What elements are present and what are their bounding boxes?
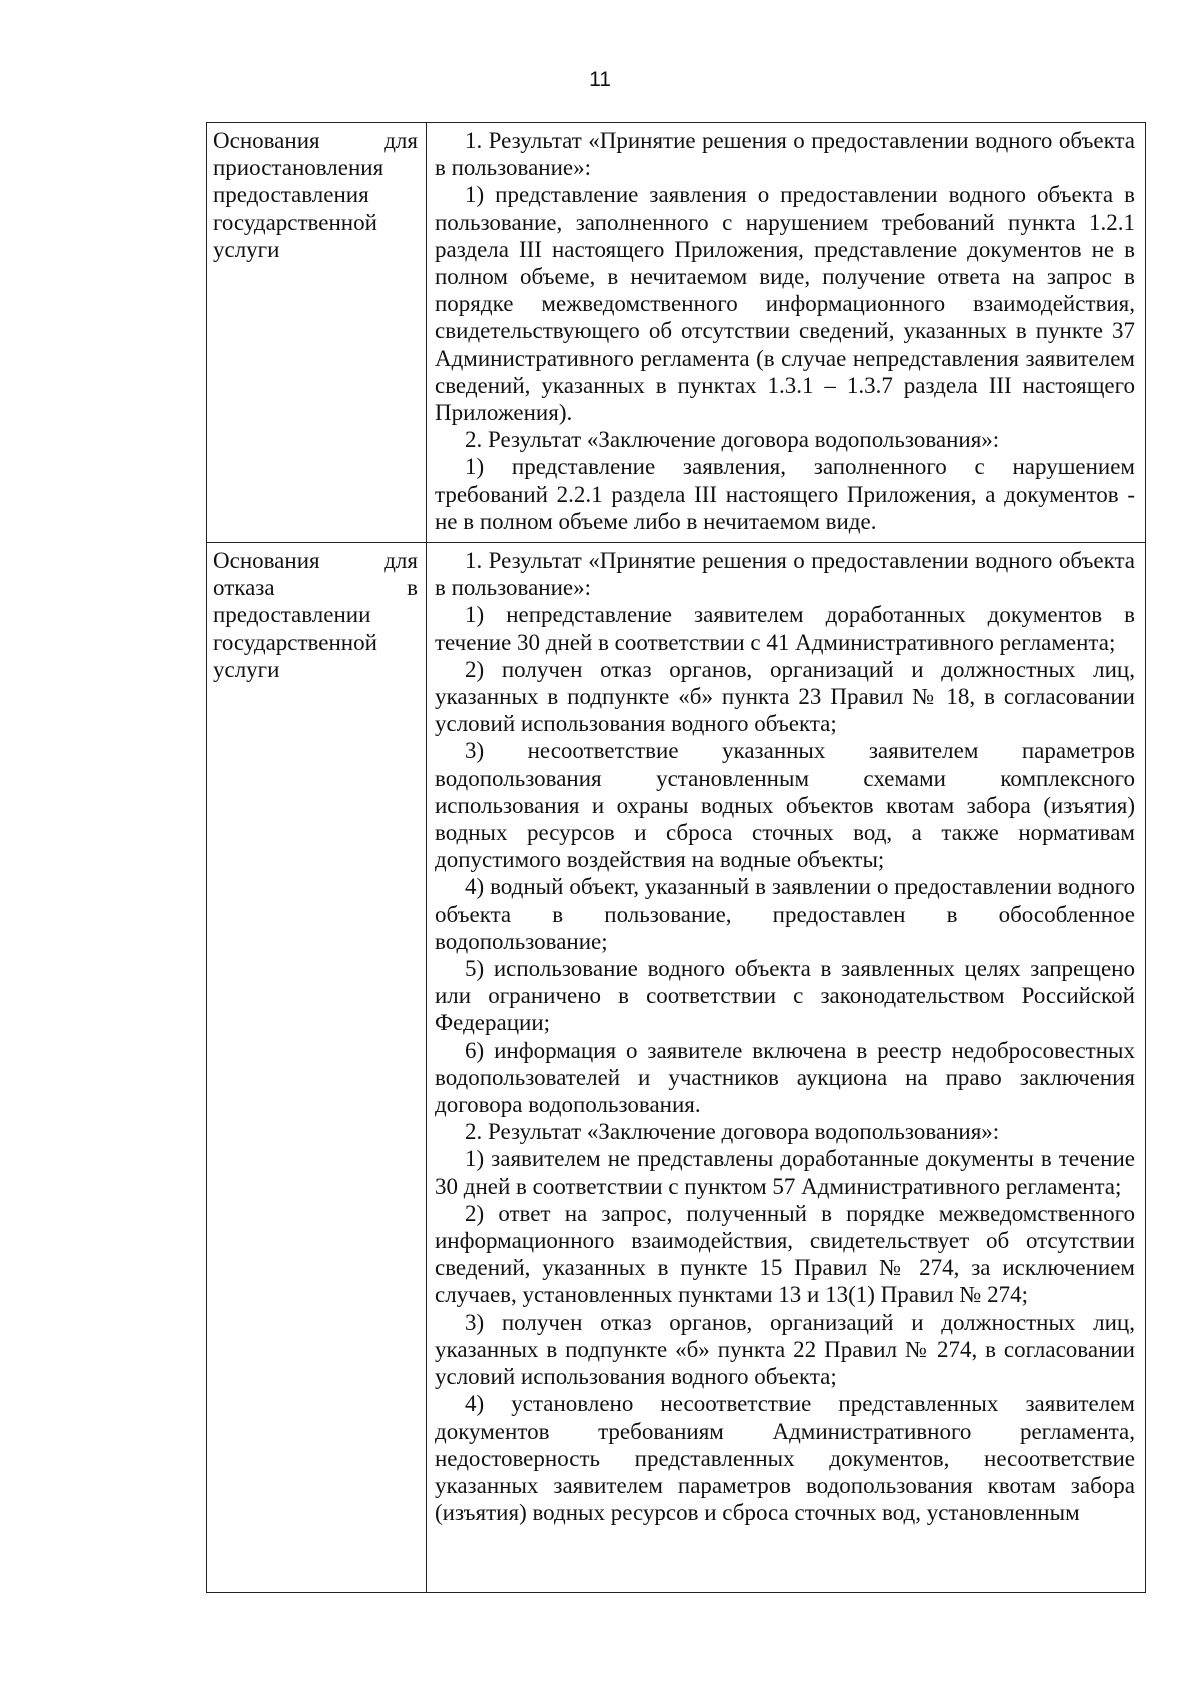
paragraph: 1) представление заявления, заполненного с нарушением требований 2.2.1 раздела III настоящего Приложения, а документов - не в полном объеме либо в нечитаемом виде.: [435, 454, 1135, 534]
row-label-line: предоставлении: [213, 602, 371, 628]
paragraph: 1) представление заявления о предоставлении водного объекта в пользование, заполненного с нарушением требований пункта 1.2.1 раздела III настоящего Приложения, представление документов не в полном объеме, в нечитаемом виде, получение ответа на запрос в порядке межведомственного информационного взаимодействия, свидетельствующего об отсутствии сведений, указанных в пункте 37 Административного регламента (в случае непредставления заявителем сведений, указанных в пунктах 1.3.1 – 1.3.7 раздела III настоящего Приложения).: [435, 182, 1135, 426]
paragraph: 1) непредставление заявителем доработанных документов в течение 30 дней в соответствии с 41 Административного регламента;: [435, 602, 1135, 655]
paragraph: 2. Результат «Заключение договора водопользования»:: [465, 427, 1000, 453]
paragraph: 4) установлено несоответствие представленных заявителем документов требованиям Административного регламента, недостоверность представленных документов, несоответствие указанных заявителем параметров водопользования квотам забора (изъятия) водных ресурсов и сброса сточных вод, установленным: [435, 1391, 1135, 1526]
row-content-cell: [427, 543, 1146, 1593]
paragraph: 1. Результат «Принятие решения о предоставлении водного объекта в пользование»:: [435, 548, 1135, 601]
row-label-cell: [207, 123, 427, 543]
paragraph: 2) ответ на запрос, полученный в порядке межведомственного информационного взаимодействия, свидетельствует об отсутствии сведений, указанных в пункте 15 Правил № 274, за исключением случаев, установленных пунктами 13 и 13(1) Правил № 274;: [435, 1200, 1135, 1308]
paragraph: 2) получен отказ органов, организаций и должностных лиц, указанных в подпункте «б» пункта 23 Правил № 18, в согласовании условий использования водного объекта;: [435, 656, 1135, 737]
paragraph: 1. Результат «Принятие решения о предоставлении водного объекта в пользование»:: [435, 128, 1135, 181]
row-label-cell: [207, 543, 427, 1593]
paragraph: 2. Результат «Заключение договора водопользования»:: [465, 1119, 1000, 1145]
row-content-cell: [427, 123, 1146, 543]
paragraph: 6) информация о заявителе включена в реестр недобросовестных водопользователей и участников аукциона на право заключения договора водопользования.: [435, 1037, 1135, 1118]
row-label-line: предоставления: [213, 182, 369, 208]
row-label-line: услуги: [213, 656, 280, 682]
row-label-line: приостановления: [213, 155, 384, 181]
table-row-suspension: [207, 123, 1146, 543]
row-label: [213, 127, 418, 263]
row-label-line: Основания для: [213, 128, 418, 153]
row-label-line: государственной: [213, 629, 377, 655]
table-row-refusal: [207, 543, 1146, 1593]
paragraph: 5) использование водного объекта в заявленных целях запрещено или ограничено в соответствии с законодательством Российской Федерации;: [435, 956, 1135, 1036]
paragraph: 4) водный объект, указанный в заявлении о предоставлении водного объекта в пользование, предоставлен в обособленное водопользование;: [435, 874, 1135, 954]
paragraph: 1) заявителем не представлены доработанные документы в течение 30 дней в соответствии с пунктом 57 Административного регламента;: [435, 1146, 1135, 1199]
row-label: [213, 547, 418, 683]
page-number: 11: [589, 68, 611, 91]
row-label-line: отказа в: [213, 575, 418, 601]
row-label-line: государственной: [213, 209, 377, 235]
paragraph: 3) получен отказ органов, организаций и должностных лиц, указанных в подпункте «б» пункта 22 Правил № 274, в согласовании условий использования водного объекта;: [435, 1309, 1135, 1390]
paragraph: 3) несоответствие указанных заявителем параметров водопользования установленным схемами комплексного использования и охраны водных объектов квотам забора (изъятия) водных ресурсов и сброса сточных вод, а также нормативам допустимого воздействия на водные объекты;: [435, 738, 1135, 873]
requirements-table: [206, 122, 1146, 1593]
row-label-line: Основания для: [213, 548, 418, 573]
row-label-line: услуги: [213, 236, 280, 262]
